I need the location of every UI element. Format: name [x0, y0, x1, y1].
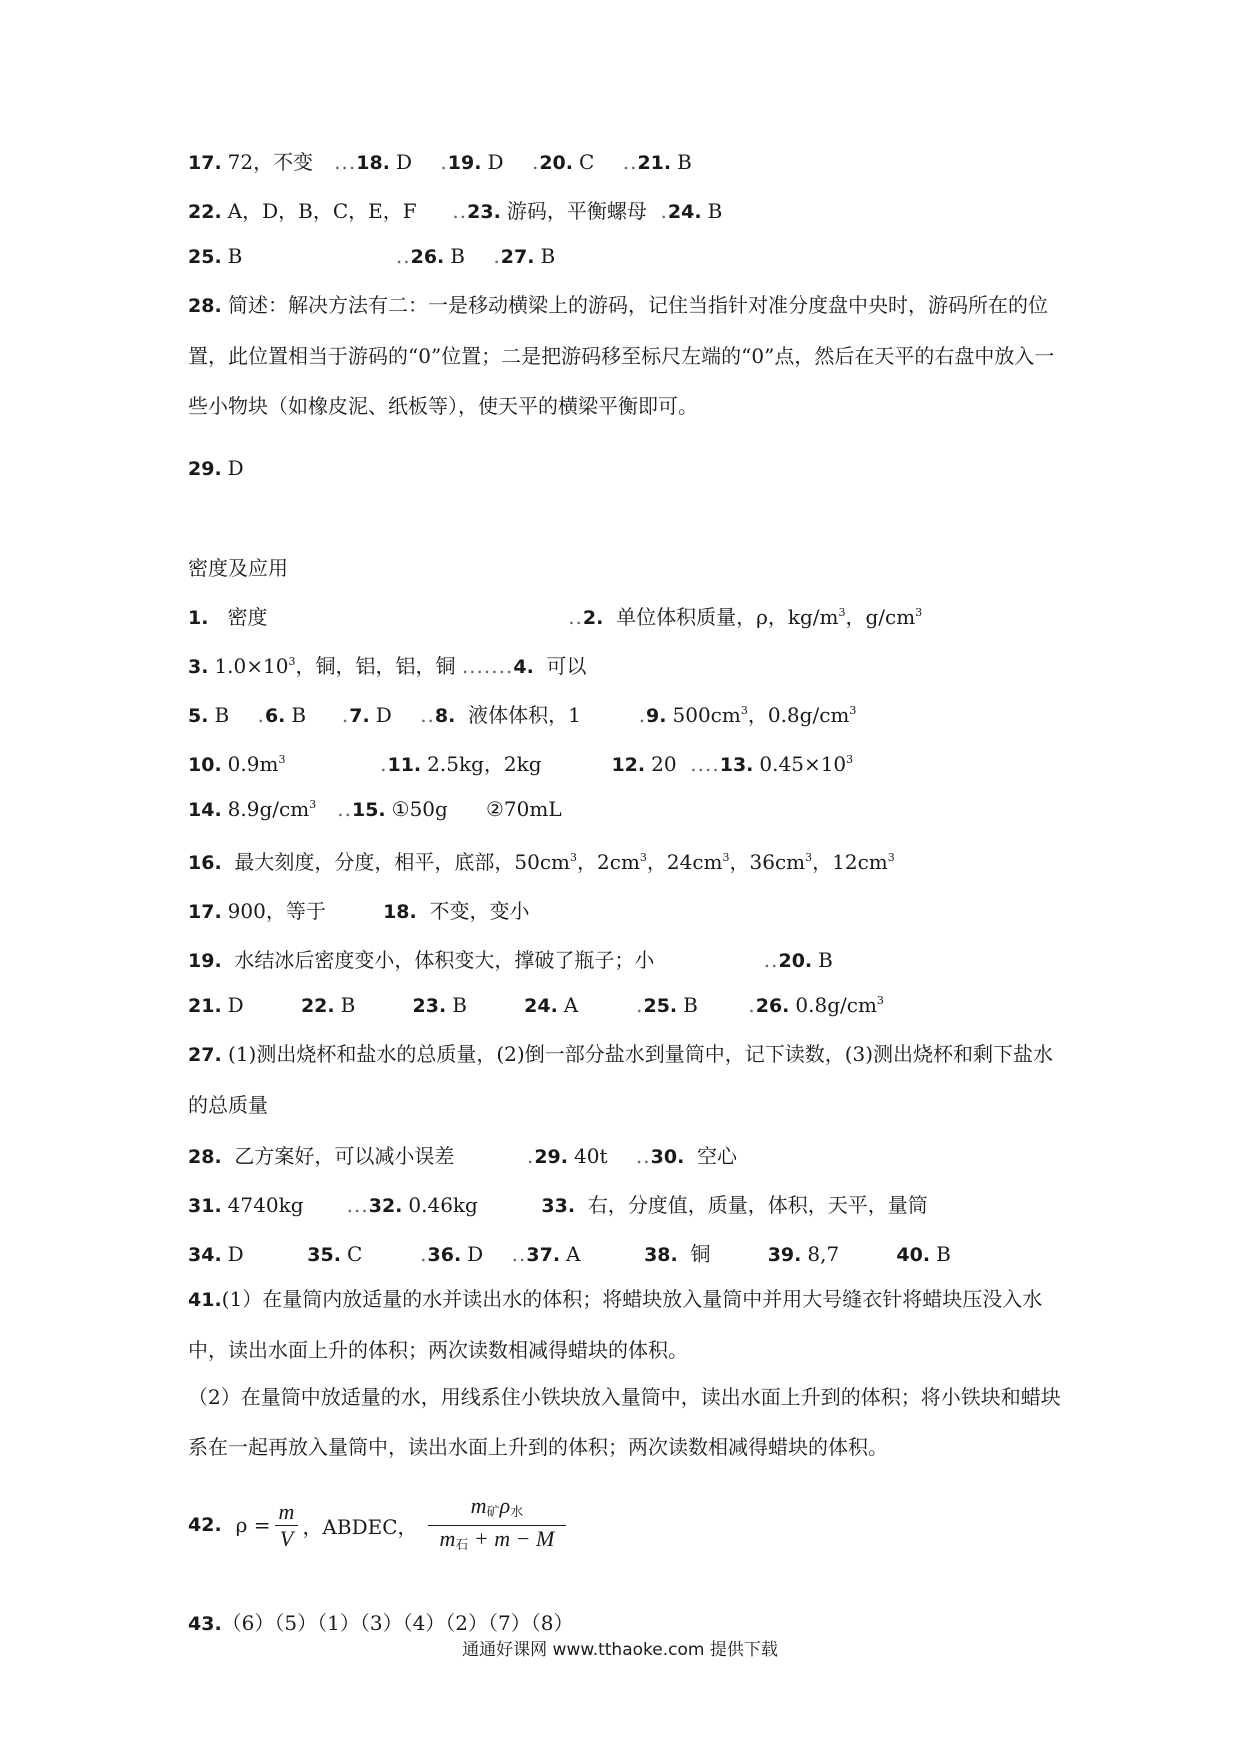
leader-dots: .	[312, 703, 350, 727]
q-number: 34.	[188, 1244, 222, 1266]
leader-dots: .	[584, 993, 644, 1017]
answer: D	[227, 1242, 244, 1266]
q-number: 28.	[188, 295, 222, 317]
answer: （6）（5）（1）（3）（4）（2）（7）（8）	[221, 1611, 574, 1635]
footer-credit: 通通好课网 www.tthaoke.com 提供下载	[462, 1640, 778, 1660]
subscript: 水	[510, 1503, 524, 1519]
density-row-16	[188, 846, 1068, 875]
q-number: 41.	[188, 1289, 222, 1311]
answer: A	[566, 1242, 581, 1266]
leader-dots: .	[368, 1242, 428, 1266]
leader-dots: ..	[248, 244, 411, 268]
answer: 500cm	[672, 703, 741, 727]
density-row-5	[188, 699, 1068, 728]
q-number: 32.	[368, 1195, 403, 1217]
answer-41-text-1: (1）在量筒内放适量的水并读出水的体积；将蜡块放入量筒中并用大号缝衣针将蜡块压没入水中，读出水面上升的体积；两次读数相减得蜡块的体积。	[188, 1287, 1043, 1362]
answer: B	[540, 244, 556, 268]
leader-dots: .	[471, 244, 501, 268]
expression: + m − M	[473, 1525, 555, 1551]
q-number: 4.	[513, 656, 534, 678]
section-heading: 密度及应用	[188, 556, 288, 580]
q-number: 24.	[667, 201, 702, 223]
answer: 水结冰后密度变小，体积变大，撑破了瓶子；小	[234, 948, 655, 972]
superscript: 3	[887, 851, 895, 864]
answer: ，g/cm	[845, 605, 916, 629]
answer-row-29	[188, 456, 1068, 480]
answer: ，24cm	[646, 850, 723, 874]
leader-dots: .	[704, 993, 756, 1017]
answer: 游码，平衡螺母	[506, 199, 647, 223]
superscript: 3	[805, 851, 813, 864]
answer: 0.45×10	[759, 752, 847, 776]
density-row-17	[188, 895, 1068, 924]
density-row-21	[188, 993, 1068, 1017]
q-number: 18.	[383, 901, 417, 923]
answer: ①50g	[391, 797, 448, 821]
q-number: 26.	[755, 995, 790, 1017]
leader-dots: ..	[423, 199, 468, 223]
leader-dots: .	[509, 150, 540, 174]
density-row-19	[188, 944, 1068, 973]
superscript: 3	[570, 851, 578, 864]
superscript: 3	[309, 798, 317, 811]
answer: ，36cm	[729, 850, 806, 874]
answer-41-part1	[188, 1274, 1068, 1375]
answer: A	[563, 993, 579, 1017]
answer: B	[452, 993, 467, 1017]
answer: B	[936, 1242, 951, 1266]
q-number: 15.	[351, 799, 386, 821]
q-number: 23.	[412, 995, 447, 1017]
answer: B	[450, 244, 465, 268]
q-number: 17.	[188, 901, 222, 923]
leader-dots: ..	[613, 1144, 651, 1168]
answer: B	[818, 948, 833, 972]
q-number: 25.	[643, 995, 678, 1017]
answer: 可以	[546, 654, 587, 678]
q-number: 17.	[188, 152, 222, 174]
answer: 0.9m	[227, 752, 279, 776]
superscript: 3	[278, 753, 286, 766]
answer: 液体体积，1	[468, 703, 581, 727]
answer: 铜	[690, 1242, 711, 1266]
answer: D	[375, 703, 392, 727]
q-number: 21.	[637, 152, 672, 174]
q-number: 23.	[467, 201, 501, 223]
superscript: 3	[915, 606, 923, 619]
answer: ，铜，铝，铝，铜	[295, 654, 456, 678]
leader-dots: ..	[600, 150, 638, 174]
q-number: 20.	[539, 152, 573, 174]
density-row-43	[188, 1607, 1068, 1636]
q-number: 24.	[524, 995, 558, 1017]
leader-dots: ....	[682, 752, 720, 776]
q-number: 8.	[434, 705, 456, 727]
q-number: 14.	[188, 799, 222, 821]
leader-dots: ..	[322, 797, 352, 821]
superscript: 3	[876, 994, 884, 1007]
q-number: 38.	[644, 1244, 678, 1266]
answer: 密度	[227, 605, 268, 629]
answer-row-22	[188, 195, 1068, 224]
leader-dots: .	[235, 703, 265, 727]
symbol-m: m	[470, 1492, 487, 1518]
answer: ②70mL	[486, 797, 562, 821]
answer: ，ABDEC，	[302, 1514, 418, 1539]
answer: 乙方案好，可以减小误差	[234, 1144, 455, 1168]
fraction-denominator: V	[279, 1525, 294, 1551]
answer-row-17	[188, 146, 1068, 175]
answer: C	[578, 150, 595, 174]
answer: D	[395, 150, 412, 174]
q-number: 25.	[188, 246, 222, 268]
leader-dots: ..	[489, 1242, 527, 1266]
answer: 0.8g/cm	[795, 993, 877, 1017]
answer: 900，等于	[227, 899, 326, 923]
answer: 8,7	[807, 1242, 840, 1266]
answer: D	[227, 993, 244, 1017]
density-row-28	[188, 1140, 1068, 1169]
answer-row-25	[188, 244, 1068, 268]
answer: B	[227, 244, 243, 268]
answer-28-paragraph	[188, 280, 1068, 431]
answer: B	[340, 993, 356, 1017]
density-formula-fraction	[275, 1499, 299, 1552]
q-number: 28.	[188, 1146, 222, 1168]
q-number: 16.	[188, 852, 222, 874]
q-number: 37.	[526, 1244, 561, 1266]
q-number: 27.	[500, 246, 535, 268]
answer: B	[707, 199, 723, 223]
q-number: 39.	[767, 1244, 802, 1266]
answer: 1.0×10	[214, 654, 289, 678]
superscript: 3	[846, 753, 854, 766]
q-number: 5.	[188, 705, 209, 727]
subscript: 矿	[486, 1503, 500, 1519]
superscript: 3	[288, 655, 296, 668]
leader-dots: .	[291, 752, 388, 776]
superscript: 3	[849, 704, 857, 717]
symbol-m: m	[439, 1525, 456, 1551]
answer: B	[214, 703, 230, 727]
q-number: 18.	[356, 152, 390, 174]
leader-dots: .	[587, 703, 647, 727]
q-number: 6.	[264, 705, 286, 727]
answer: D	[467, 1242, 484, 1266]
answer: 不变，变小	[429, 899, 530, 923]
answer: ，12cm	[812, 850, 888, 874]
leader-dots: ..	[273, 605, 583, 629]
answer: A，D，B，C，E，F	[227, 199, 417, 223]
q-number: 22.	[188, 201, 222, 223]
leader-dots: .	[653, 199, 668, 223]
q-number: 43.	[188, 1613, 222, 1635]
superscript: 3	[838, 606, 846, 619]
q-number: 3.	[188, 656, 209, 678]
symbol-rho: ρ	[499, 1492, 511, 1518]
answer: 单位体积质量，ρ，kg/m	[616, 605, 839, 629]
q-number: 27.	[188, 1044, 222, 1066]
q-number: 13.	[719, 754, 754, 776]
answer: ，2cm	[577, 850, 640, 874]
answer: D	[227, 456, 244, 480]
answer-28-text: 简述：解决方法有二：一是移动横梁上的游码，记住当指针对准分度盘中央时，游码所在的位置，此位置相当于游码的“0”位置；二是把游码移至标尺左端的“0”点，然后在天平的右盘中放入一些小物块（如橡皮泥、纸板等），使天平的横梁平衡即可。	[188, 293, 1055, 418]
q-number: 12.	[611, 754, 646, 776]
density-row-34	[188, 1238, 1068, 1267]
q-number: 9.	[646, 705, 667, 727]
answer: B	[683, 993, 698, 1017]
leader-dots: ..	[398, 703, 435, 727]
answer-27-text: (1)测出烧杯和盐水的总质量，(2)倒一部分盐水到量筒中，记下读数，(3)测出烧杯和剩下盐水的总质量	[188, 1042, 1054, 1117]
superscript: 3	[740, 704, 748, 717]
answer: 2.5kg，2kg	[427, 752, 542, 776]
answer: ，0.8g/cm	[747, 703, 850, 727]
superscript: 3	[722, 851, 730, 864]
density-row-14	[188, 797, 1068, 821]
answer: 40t	[574, 1144, 608, 1168]
q-number: 2.	[582, 607, 604, 629]
leader-dots: .......	[461, 654, 514, 678]
leader-dots: .	[460, 1144, 535, 1168]
answer: B	[677, 150, 692, 174]
fraction-numerator	[428, 1493, 567, 1526]
answer: 72，不变	[227, 150, 314, 174]
q-number: 22.	[300, 995, 335, 1017]
ore-density-fraction	[428, 1493, 567, 1558]
leader-dots: ...	[319, 150, 357, 174]
q-number: 35.	[307, 1244, 341, 1266]
q-number: 21.	[188, 995, 222, 1017]
density-row-31	[188, 1189, 1068, 1218]
q-number: 11.	[387, 754, 422, 776]
q-number: 20.	[778, 950, 813, 972]
answer: C	[346, 1242, 363, 1266]
answer-41-part2	[188, 1372, 1068, 1472]
leader-dots: ..	[660, 948, 779, 972]
fraction-numerator: m	[275, 1499, 299, 1526]
superscript: 3	[639, 851, 647, 864]
density-row-10	[188, 748, 1068, 777]
q-number: 33.	[541, 1195, 576, 1217]
q-number: 36.	[427, 1244, 462, 1266]
answer: B	[291, 703, 307, 727]
subscript: 石	[455, 1536, 469, 1552]
q-number: 10.	[188, 754, 222, 776]
fraction-denominator	[428, 1526, 567, 1558]
answer-41-text-2: （2）在量筒中放适量的水，用线系住小铁块放入量筒中，读出水面上升到的体积；将小铁块和蜡块系在一起再放入量筒中，读出水面上升到的体积；两次读数相减得蜡块的体积。	[188, 1385, 1061, 1459]
q-number: 19.	[188, 950, 222, 972]
q-number: 19.	[447, 152, 482, 174]
q-number: 40.	[896, 1244, 931, 1266]
answer: 空心	[697, 1144, 738, 1168]
q-number: 42.	[188, 1514, 222, 1536]
leader-dots: ...	[309, 1193, 369, 1217]
answer: 8.9g/cm	[227, 797, 310, 821]
answer: D	[487, 150, 504, 174]
q-number: 29.	[534, 1146, 568, 1168]
density-row-3	[188, 650, 1068, 679]
answer: 4740kg	[227, 1193, 304, 1217]
q-number: 26.	[410, 246, 445, 268]
answer: 0.46kg	[408, 1193, 478, 1217]
answer-27-paragraph	[188, 1029, 1068, 1130]
density-row-42	[188, 1490, 1068, 1560]
rho-label: ρ =	[235, 1513, 271, 1537]
q-number: 31.	[188, 1195, 222, 1217]
q-number: 29.	[188, 458, 222, 480]
answer: 20	[651, 752, 677, 776]
q-number: 1.	[188, 607, 209, 629]
leader-dots: .	[418, 150, 448, 174]
density-row-1	[188, 601, 1068, 630]
q-number: 30.	[650, 1146, 685, 1168]
q-number: 7.	[349, 705, 370, 727]
answer: 右，分度值，质量，体积，天平，量筒	[587, 1193, 928, 1217]
answer: 最大刻度，分度，相平，底部，50cm	[234, 850, 571, 874]
